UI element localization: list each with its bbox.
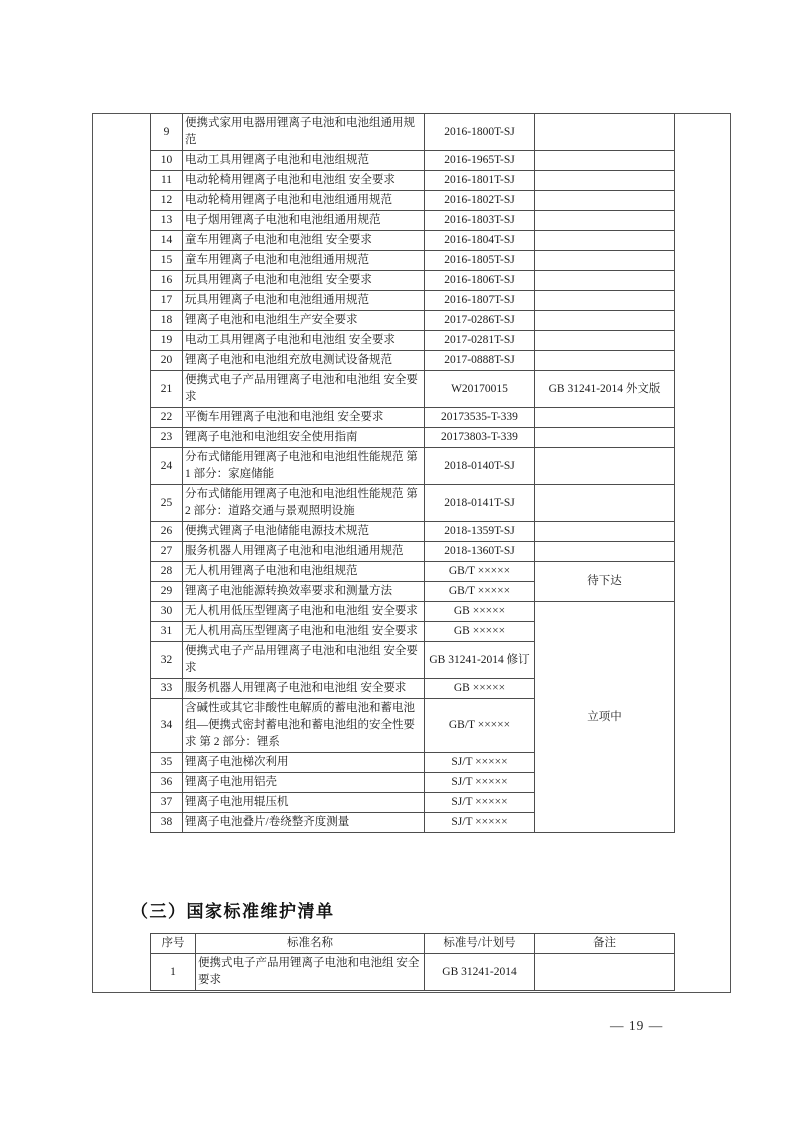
cell-seq: 1	[151, 954, 196, 991]
maintenance-table-body	[151, 954, 675, 991]
cell-seq: 37	[151, 793, 183, 813]
cell-remark	[535, 291, 675, 311]
table-row	[151, 271, 675, 291]
cell-standard-code: 20173535-T-339	[425, 408, 535, 428]
cell-standard-code: 2018-0140T-SJ	[425, 448, 535, 485]
cell-standard-code: GB/T ×××××	[425, 562, 535, 582]
cell-remark	[535, 231, 675, 251]
cell-standard-name: 服务机器人用锂离子电池和电池组通用规范	[183, 542, 425, 562]
cell-standard-name: 便携式电子产品用锂离子电池和电池组 安全要求	[196, 954, 425, 991]
cell-standard-code: GB 31241-2014	[425, 954, 535, 991]
table-row	[151, 408, 675, 428]
cell-standard-name: 分布式储能用锂离子电池和电池组性能规范 第 1 部分：家庭储能	[183, 448, 425, 485]
cell-seq: 32	[151, 642, 183, 679]
cell-standard-name: 锂离子电池用辊压机	[183, 793, 425, 813]
cell-standard-code: 2016-1807T-SJ	[425, 291, 535, 311]
cell-remark	[535, 428, 675, 448]
cell-standard-name: 平衡车用锂离子电池和电池组 安全要求	[183, 408, 425, 428]
cell-remark	[535, 311, 675, 331]
cell-seq: 14	[151, 231, 183, 251]
cell-standard-code: GB ×××××	[425, 622, 535, 642]
cell-standard-name: 电动工具用锂离子电池和电池组 安全要求	[183, 331, 425, 351]
page-number: — 19 —	[610, 1018, 664, 1033]
cell-standard-name: 服务机器人用锂离子电池和电池组 安全要求	[183, 679, 425, 699]
cell-remark	[535, 114, 675, 151]
header-seq: 序号	[151, 934, 196, 954]
cell-standard-name: 童车用锂离子电池和电池组通用规范	[183, 251, 425, 271]
table-row	[151, 291, 675, 311]
cell-standard-name: 便携式锂离子电池储能电源技术规范	[183, 522, 425, 542]
cell-standard-code: 2016-1802T-SJ	[425, 191, 535, 211]
table-row	[151, 602, 675, 622]
cell-standard-code: 2016-1965T-SJ	[425, 151, 535, 171]
cell-remark	[535, 151, 675, 171]
cell-seq: 35	[151, 753, 183, 773]
cell-standard-name: 含碱性或其它非酸性电解质的蓄电池和蓄电池组—便携式密封蓄电池和蓄电池组的安全性要求 第 2 部分：锂系	[183, 699, 425, 753]
cell-remark	[535, 448, 675, 485]
cell-standard-code: GB/T ×××××	[425, 699, 535, 753]
cell-seq: 28	[151, 562, 183, 582]
table-row	[151, 114, 675, 151]
cell-seq: 20	[151, 351, 183, 371]
cell-seq: 22	[151, 408, 183, 428]
table-row	[151, 371, 675, 408]
table-row	[151, 562, 675, 582]
cell-standard-code: SJ/T ×××××	[425, 813, 535, 833]
cell-standard-name: 分布式储能用锂离子电池和电池组性能规范 第 2 部分：道路交通与景观照明设施	[183, 485, 425, 522]
header-standard-name: 标准名称	[196, 934, 425, 954]
cell-remark	[535, 954, 675, 991]
cell-standard-name: 无人机用高压型锂离子电池和电池组 安全要求	[183, 622, 425, 642]
cell-seq: 36	[151, 773, 183, 793]
cell-remark	[535, 331, 675, 351]
cell-standard-name: 童车用锂离子电池和电池组 安全要求	[183, 231, 425, 251]
cell-standard-name: 锂离子电池和电池组安全使用指南	[183, 428, 425, 448]
cell-seq: 17	[151, 291, 183, 311]
cell-seq: 19	[151, 331, 183, 351]
table-row	[151, 191, 675, 211]
cell-seq: 26	[151, 522, 183, 542]
table-row	[151, 151, 675, 171]
table-row	[151, 231, 675, 251]
cell-standard-code: SJ/T ×××××	[425, 773, 535, 793]
cell-standard-code: 2017-0281T-SJ	[425, 331, 535, 351]
cell-seq: 18	[151, 311, 183, 331]
cell-remark	[535, 271, 675, 291]
cell-standard-name: 便携式电子产品用锂离子电池和电池组 安全要求	[183, 642, 425, 679]
cell-standard-code: GB ×××××	[425, 602, 535, 622]
cell-remark: 立项中	[535, 602, 675, 833]
cell-standard-name: 电动轮椅用锂离子电池和电池组 安全要求	[183, 171, 425, 191]
cell-standard-code: 2017-0286T-SJ	[425, 311, 535, 331]
cell-seq: 34	[151, 699, 183, 753]
cell-remark	[535, 211, 675, 231]
table-row	[151, 448, 675, 485]
cell-remark	[535, 522, 675, 542]
cell-seq: 33	[151, 679, 183, 699]
cell-standard-name: 锂离子电池用铝壳	[183, 773, 425, 793]
cell-standard-name: 锂离子电池能源转换效率要求和测量方法	[183, 582, 425, 602]
cell-seq: 29	[151, 582, 183, 602]
industry-standards-table-body	[151, 114, 675, 833]
table-row	[151, 311, 675, 331]
cell-standard-code: 2016-1805T-SJ	[425, 251, 535, 271]
cell-seq: 24	[151, 448, 183, 485]
table-row	[151, 522, 675, 542]
cell-remark: GB 31241-2014 外文版	[535, 371, 675, 408]
cell-standard-code: 2016-1803T-SJ	[425, 211, 535, 231]
cell-standard-code: 20173803-T-339	[425, 428, 535, 448]
cell-standard-name: 锂离子电池和电池组充放电测试设备规范	[183, 351, 425, 371]
cell-standard-code: 2016-1800T-SJ	[425, 114, 535, 151]
cell-standard-name: 无人机用锂离子电池和电池组规范	[183, 562, 425, 582]
cell-standard-code: 2016-1804T-SJ	[425, 231, 535, 251]
header-standard-code: 标准号/计划号	[425, 934, 535, 954]
cell-standard-code: W20170015	[425, 371, 535, 408]
cell-seq: 13	[151, 211, 183, 231]
table-row	[151, 211, 675, 231]
cell-seq: 16	[151, 271, 183, 291]
cell-standard-code: GB ×××××	[425, 679, 535, 699]
industry-standard-plan-table	[150, 113, 675, 833]
cell-remark	[535, 408, 675, 428]
cell-standard-name: 锂离子电池叠片/卷绕整齐度测量	[183, 813, 425, 833]
cell-seq: 23	[151, 428, 183, 448]
cell-standard-code: SJ/T ×××××	[425, 793, 535, 813]
cell-seq: 27	[151, 542, 183, 562]
table-row	[151, 954, 675, 991]
cell-standard-name: 电子烟用锂离子电池和电池组通用规范	[183, 211, 425, 231]
national-standard-maintenance-table	[150, 933, 675, 991]
cell-standard-name: 电动工具用锂离子电池和电池组规范	[183, 151, 425, 171]
cell-standard-name: 便携式电子产品用锂离子电池和电池组 安全要求	[183, 371, 425, 408]
header-remark: 备注	[535, 934, 675, 954]
cell-remark	[535, 485, 675, 522]
cell-standard-name: 便携式家用电器用锂离子电池和电池组通用规范	[183, 114, 425, 151]
cell-seq: 10	[151, 151, 183, 171]
cell-seq: 11	[151, 171, 183, 191]
cell-standard-code: GB 31241-2014 修订	[425, 642, 535, 679]
cell-standard-name: 玩具用锂离子电池和电池组 安全要求	[183, 271, 425, 291]
cell-remark: 待下达	[535, 562, 675, 602]
cell-remark	[535, 542, 675, 562]
cell-standard-code: 2018-1359T-SJ	[425, 522, 535, 542]
table-row	[151, 251, 675, 271]
cell-standard-name: 锂离子电池和电池组生产安全要求	[183, 311, 425, 331]
cell-remark	[535, 251, 675, 271]
cell-seq: 31	[151, 622, 183, 642]
cell-remark	[535, 191, 675, 211]
cell-seq: 38	[151, 813, 183, 833]
cell-seq: 30	[151, 602, 183, 622]
cell-seq: 25	[151, 485, 183, 522]
table-row	[151, 351, 675, 371]
section-heading: （三）国家标准维护清单	[131, 902, 335, 921]
table-row	[151, 171, 675, 191]
table-row	[151, 542, 675, 562]
cell-standard-code: 2017-0888T-SJ	[425, 351, 535, 371]
table-row	[151, 485, 675, 522]
table-row	[151, 428, 675, 448]
cell-remark	[535, 171, 675, 191]
cell-standard-code: 2016-1806T-SJ	[425, 271, 535, 291]
table-row	[151, 331, 675, 351]
table-header-row	[151, 934, 675, 954]
cell-standard-name: 电动轮椅用锂离子电池和电池组通用规范	[183, 191, 425, 211]
cell-standard-code: GB/T ×××××	[425, 582, 535, 602]
cell-standard-code: 2018-1360T-SJ	[425, 542, 535, 562]
cell-standard-code: 2018-0141T-SJ	[425, 485, 535, 522]
cell-standard-name: 无人机用低压型锂离子电池和电池组 安全要求	[183, 602, 425, 622]
cell-seq: 21	[151, 371, 183, 408]
cell-seq: 12	[151, 191, 183, 211]
cell-remark	[535, 351, 675, 371]
cell-seq: 9	[151, 114, 183, 151]
cell-standard-code: SJ/T ×××××	[425, 753, 535, 773]
cell-standard-name: 玩具用锂离子电池和电池组通用规范	[183, 291, 425, 311]
cell-standard-code: 2016-1801T-SJ	[425, 171, 535, 191]
cell-seq: 15	[151, 251, 183, 271]
cell-standard-name: 锂离子电池梯次利用	[183, 753, 425, 773]
